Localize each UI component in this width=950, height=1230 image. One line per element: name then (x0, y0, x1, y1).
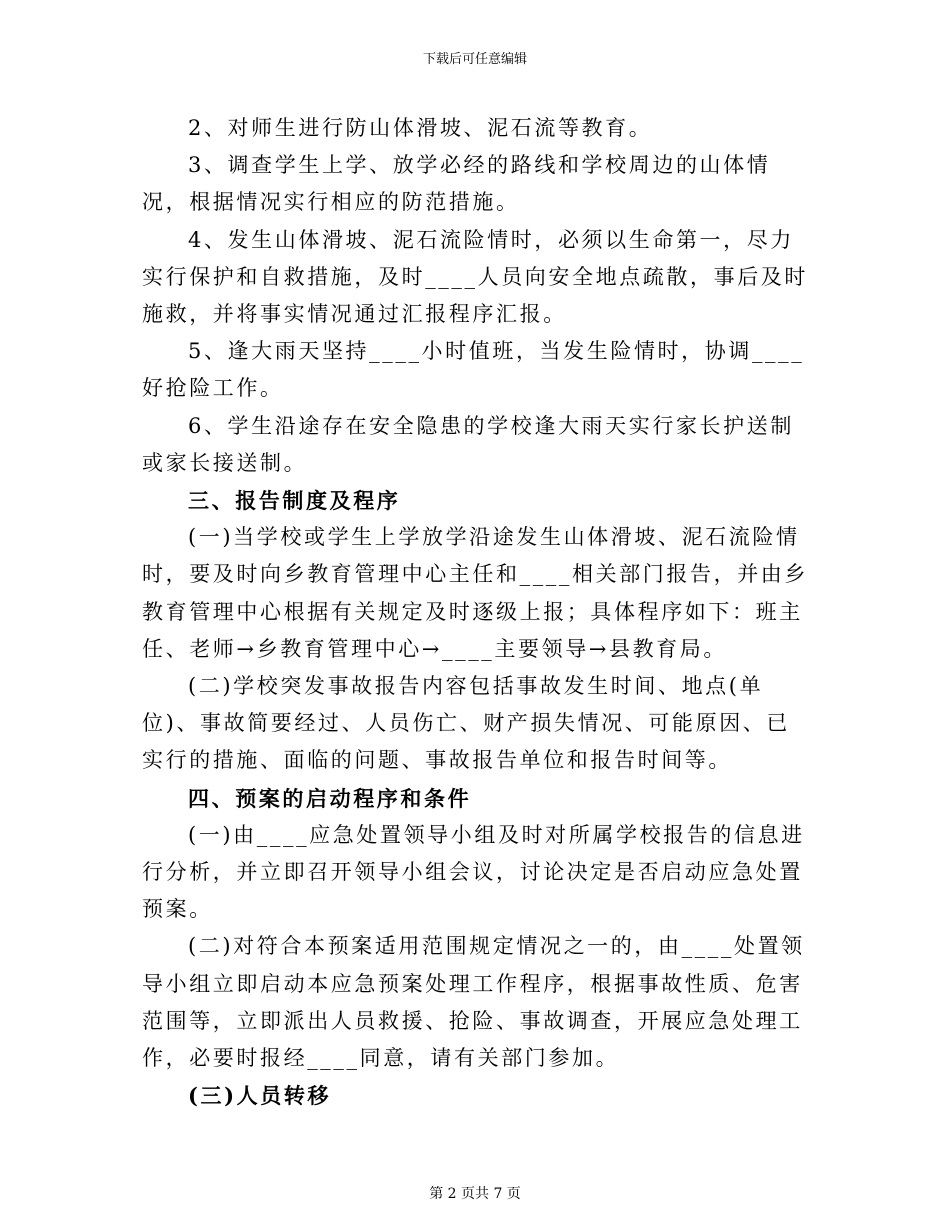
paragraph-activation-1: (一)由____应急处置领导小组及时对所属学校报告的信息进行分析，并立即召开领导小组会议，讨论决定是否启动应急处置预案。 (142, 822, 805, 922)
document-body (142, 110, 810, 1114)
page-header: 下载后可任意编辑 (422, 52, 527, 67)
page-footer: 第 2 页共 7 页 (429, 1186, 521, 1202)
section-heading-activation: 四、预案的启动程序和条件 (188, 785, 472, 811)
section-heading-reporting: 三、报告制度及程序 (188, 488, 401, 514)
paragraph-item-2: 2、对师生进行防山体滑坡、泥石流等教育。 (188, 116, 653, 140)
paragraph-activation-2: (二)对符合本预案适用范围规定情况之一的，由____处置领导小组立即启动本应急预案处理工作程序，根据事故性质、危害范围等，立即派出人员救援、抢险、事故调查，开展应急处理工作，必要时报经____同意，请有关部门参加。 (142, 934, 805, 1071)
paragraph-reporting-1: (一)当学校或学生上学放学沿途发生山体滑坡、泥石流险情时，要及时向乡教育管理中心主任和____相关部门报告，并由乡教育管理中心根据有关规定及时逐级上报；具体程序如下：班主任、老师→乡教育管理中心→____主要领导→县教育局。 (142, 525, 808, 661)
paragraph-item-6: 6、学生沿途存在安全隐患的学校逢大雨天实行家长护送制或家长接送制。 (142, 413, 794, 475)
paragraph-item-5: 5、逢大雨天坚持____小时值班，当发生险情时，协调____好抢险工作。 (142, 339, 805, 401)
subsection-heading-transfer: (三)人员转移 (188, 1083, 332, 1109)
paragraph-item-4: 4、发生山体滑坡、泥石流险情时，必须以生命第一，尽力实行保护和自救措施，及时____人员向安全地点疏散，事后及时施救，并将事实情况通过汇报程序汇报。 (142, 227, 808, 327)
paragraph-item-3: 3、调查学生上学、放学必经的路线和学校周边的山体情况，根据情况实行相应的防范措施。 (142, 153, 771, 215)
paragraph-reporting-2: (二)学校突发事故报告内容包括事故发生时间、地点(单位)、事故简要经过、人员伤亡、财产损失情况、可能原因、已实行的措施、面临的问题、事故报告单位和报告时间等。 (142, 674, 790, 773)
